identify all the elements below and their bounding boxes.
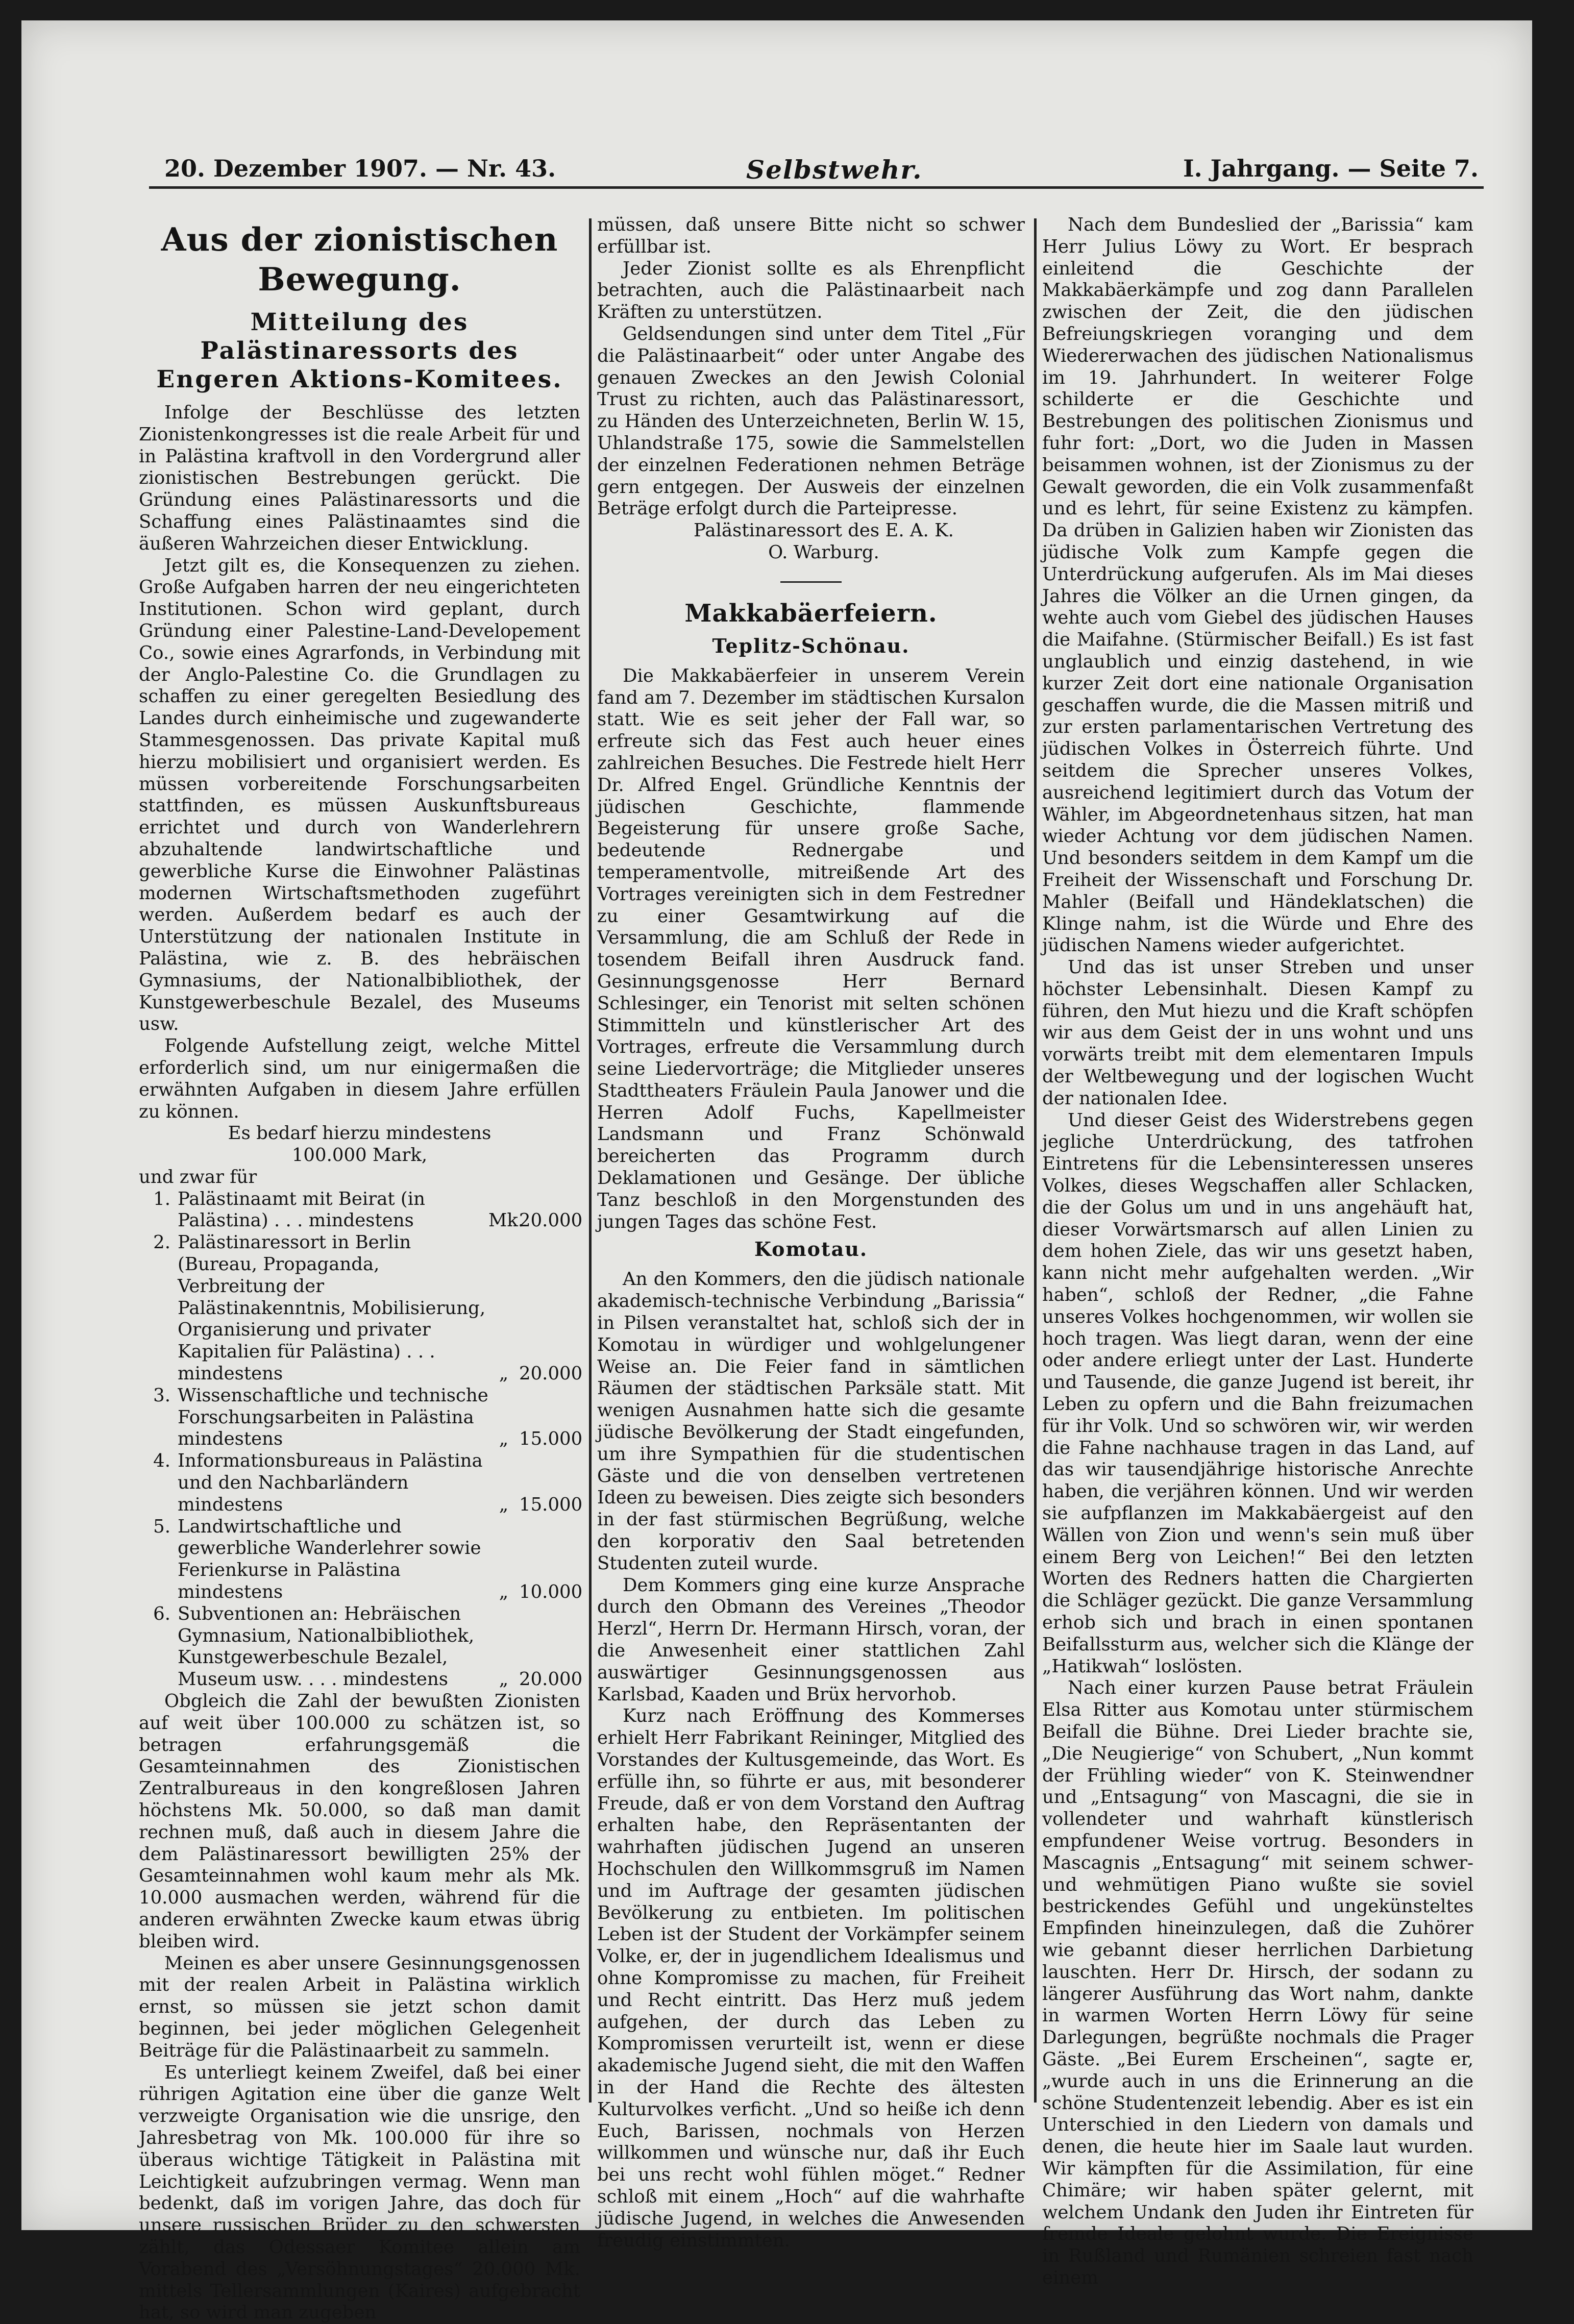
year-page-number: I. Jahrgang. — Seite 7. bbox=[1183, 155, 1479, 182]
article-title: Aus der zionistischen Bewegung. bbox=[161, 220, 558, 298]
budget-namely: und zwar für bbox=[139, 1166, 257, 1188]
signature-name: O. Warburg. bbox=[768, 541, 879, 563]
paragraph: Geldsendungen sind unter dem Titel „Für die Palästinaarbeit“ oder unter Angabe des genauen Zweckes an den Jewish Colonial Trust zu richten, auch das Palästinaressort, zu Händen des Unterzeichneten, Berlin W. 15, Uhlandstraße 175, sowie die Sammelstellen der einzelnen Federationen nehmen Beträge gern entgegen. Der Ausweis der einzelnen Beträge erfolgt durch die Parteipresse. bbox=[597, 323, 1025, 520]
budget-item-currency: Mk. bbox=[488, 1210, 524, 1231]
budget-item-text: Palästinaressort in Berlin (Bureau, Propaganda, Verbreitung der Palästinakenntnis, Mobilisierung, Organisierung und privater Kapitalien für Palästina) . . . mindestens bbox=[178, 1232, 486, 1384]
budget-item-amount: 10.000 bbox=[519, 1581, 583, 1603]
paragraph: Infolge der Beschlüsse des letzten Zionistenkongresses ist die reale Arbeit für und in Palästina kraftvoll in den Vordergrund aller zionistischen Bestrebungen gerückt. Die Gründung eines Palästinaressorts und die Schaffung eines Palästinaamtes sind die äußeren Wahrzeichen dieser Entwicklung. bbox=[139, 402, 580, 554]
paragraph: Es unterliegt keinem Zweifel, daß bei einer rührigen Agitation eine über die ganze Welt verzweigte Organisation wie die unsrige, den Jahresbetrag von Mk. 100.000 für ihre so überaus wichtige Tätigkeit in Palästina mit Leichtigkeit aufzubringen vermag. Wenn man bedenkt, daß im vorigen Jahre, das doch für unsere russischen Brüder zu den schwersten zählt, das Odessaer Komitee allein am Vorabend des „Versöhnungstages“ 20.000 Mk. mittels Tellersammlungen (Kaires) aufgebracht hat, so wird man zugeben bbox=[139, 2062, 580, 2323]
budget-item-currency: „ bbox=[499, 1581, 509, 1603]
budget-item-text: Palästinaamt mit Beirat (in Palästina) . . . mindestens bbox=[178, 1188, 425, 1231]
page-header bbox=[149, 145, 1484, 189]
column-3 bbox=[1042, 214, 1473, 2288]
budget-item-amount: 15.000 bbox=[519, 1428, 583, 1450]
column-2 bbox=[597, 214, 1025, 2251]
budget-item-amount: 15.000 bbox=[519, 1494, 583, 1515]
budget-item-number: 3. bbox=[153, 1384, 170, 1406]
budget-item-currency: „ bbox=[499, 1494, 509, 1515]
budget-item-amount: 20.000 bbox=[519, 1210, 583, 1231]
budget-item bbox=[139, 1384, 583, 1450]
budget-item-amount: 20.000 bbox=[519, 1363, 583, 1384]
budget-item bbox=[139, 1450, 583, 1516]
budget-item-currency: „ bbox=[499, 1363, 509, 1384]
paragraph: Jetzt gilt es, die Konsequenzen zu ziehen. Große Aufgaben harren der neu eingerichteten Institutionen. Schon wird geplant, durch Gründung einer Palestine-Land-Developement Co., sowie eines Agrarfonds, in Verbindung mit der Anglo-Palestine Co. die Grundlagen zu schaffen zu einer geregelten Besiedlung des Landes durch einheimische und zugewanderte Stammesgenossen. Das private Kapital muß hierzu mobilisiert und organisiert werden. Es müssen vorbereitende Forschungsarbeiten stattfinden, es müssen Auskunftsbureaus errichtet und durch von Wanderlehrern abzuhaltende landwirtschaftliche und gewerbliche Kurse die Einwohner Palästinas modernen Wirtschaftsmethoden zugeführt werden. Außerdem bedarf es auch der Unterstützung der nationalen Institute in Palästina, wie z. B. des hebräischen Gymnasiums, der Nationalbibliothek, der Kunstgewerbeschule Bezalel, des Museums usw. bbox=[139, 555, 580, 1035]
paragraph: Nach dem Bundeslied der „Barissia“ kam Herr Julius Löwy zu Wort. Er besprach einleitend die Geschichte der Makkabäerkämpfe und zog dann Parallelen zwischen der Zeit, die den jüdischen Befreiungskriegen voranging und dem Wiedererwachen des jüdischen Nationalismus im 19. Jahrhundert. In weiterer Folge schilderte er die Geschichte und Bestrebungen des politischen Zionismus und fuhr fort: „Dort, wo die Juden in Massen beisammen wohnen, ist der Zionismus zu der Gewalt geworden, die ein Volk zusammenfaßt und es lehrt, für seine Existenz zu kämpfen. Da drüben in Galizien haben wir Zionisten das jüdische Volk zum Kampfe gegen die Unterdrückung aufgerufen. Als im Mai dieses Jahres die Völker an die Urnen gingen, da wehte auch vom Giebel des jüdischen Hauses die Maifahne. (Stürmischer Beifall.) Es ist fast unglaublich und einzig dastehend, in wie kurzer Zeit dort eine nationale Organisation geschaffen wurde, die die Massen mitriß und zur ersten parlamentarischen Vertretung des jüdischen Volkes in Österreich führte. Und seitdem die Sprecher unseres Volkes, ausreichend legitimiert durch das Votum der Wähler, im Abgeordnetenhaus sitzen, hat man wieder Achtung vor dem jüdischen Namen. Und besonders seitdem in dem Kampf um die Freiheit der Wissenschaft und Forschung Dr. Mahler (Beifall und Händeklatschen) die Klinge nahm, ist die Würde und Ehre des jüdischen Namens wieder aufgerichtet. bbox=[1042, 214, 1473, 956]
budget-item-number: 5. bbox=[153, 1516, 170, 1537]
budget-item-number: 1. bbox=[153, 1188, 170, 1209]
budget-item bbox=[139, 1232, 583, 1385]
budget-list bbox=[139, 1188, 583, 1691]
section-heading: Teplitz-Schönau. bbox=[712, 634, 910, 657]
signature-office: Palästinaressort des E. A. K. bbox=[694, 520, 954, 541]
budget-item-text: Landwirtschaftliche und gewerbliche Wanderlehrer sowie Ferienkurse in Palästina mindestens bbox=[178, 1516, 481, 1603]
paragraph: Obgleich die Zahl der bewußten Zionisten auf weit über 100.000 zu schätzen ist, so betragen erfahrungsgemäß die Gesamteinnahmen des Zionistischen Zentralbureaus in den kongreßlosen Jahren höchstens Mk. 50.000, so daß man damit rechnen muß, daß auch in diesem Jahre die dem Palästinaressort bewilligten 25% der Gesamteinnahmen wohl kaum mehr als Mk. 10.000 ausmachen werden, während für die anderen erwähnten Zwecke kaum etwas übrig bleiben wird. bbox=[139, 1691, 580, 1952]
budget-item-text: Wissenschaftliche und technische Forschungsarbeiten in Palästina mindestens bbox=[178, 1384, 488, 1450]
column-1 bbox=[139, 214, 583, 2323]
section-divider bbox=[780, 581, 842, 583]
budget-item-amount: 20.000 bbox=[519, 1669, 583, 1690]
paragraph: Jeder Zionist sollte es als Ehrenpflicht betrachten, auch die Palästinaarbeit nach Kräften zu unterstützen. bbox=[597, 258, 1025, 323]
article-title: Makkabäerfeiern. bbox=[684, 599, 938, 628]
article-subtitle: Mitteilung des Palästinaressorts des Engeren Aktions-Komitees. bbox=[156, 308, 563, 393]
section-heading: Komotau. bbox=[754, 1238, 868, 1261]
masthead: Selbstwehr. bbox=[746, 155, 923, 185]
paragraph: müssen, daß unsere Bitte nicht so schwer erfüllbar ist. bbox=[597, 214, 1025, 257]
paragraph: Die Makkabäerfeier in unserem Verein fand am 7. Dezember im städtischen Kursalon statt. Wie es seit jeher der Fall war, so erfreute sich das Fest auch heuer eines zahlreichen Besuches. Die Festrede hielt Herr Dr. Alfred Engel. Gründliche Kenntnis der jüdischen Geschichte, flammende Begeisterung für unsere große Sache, bedeutende Rednergabe und temperamentvolle, mitreißende Art des Vortrages vereinigten sich in dem Festredner zu einer Gesamtwirkung auf die Versammlung, die am Schluß der Rede in tosendem Beifall ihren Ausdruck fand. Gesinnungsgenosse Herr Bernard Schlesinger, ein Tenorist mit selten schönen Stimmitteln und künstlerischer Art des Vortrages, erfreute die Versammlung durch seine Liedervorträge; die Mitglieder unseres Stadttheaters Fräulein Paula Janower und die Herren Adolf Fuchs, Kapellmeister Landsmann und Franz Schönwald bereicherten das Programm durch Deklamationen und Gesänge. Der übliche Tanz beschloß in den Morgenstunden des jungen Tages das schöne Fest. bbox=[597, 665, 1025, 1232]
budget-item bbox=[139, 1603, 583, 1691]
budget-item-text: Subventionen an: Hebräischen Gymnasium, Nationalbibliothek, Kunstgewerbeschule Bezalel, Museum usw. . . . mindestens bbox=[178, 1603, 475, 1690]
budget-total: 100.000 Mark, bbox=[291, 1145, 428, 1166]
column-rule bbox=[589, 218, 592, 2103]
budget-item-currency: „ bbox=[499, 1669, 509, 1690]
budget-item-currency: „ bbox=[499, 1428, 509, 1450]
budget-item-number: 6. bbox=[153, 1603, 170, 1624]
paragraph: Folgende Aufstellung zeigt, welche Mittel erforderlich sind, um nur einigermaßen die erwähnten Aufgaben in diesem Jahre erfüllen zu können. bbox=[139, 1035, 580, 1122]
paragraph: Meinen es aber unsere Gesinnungsgenossen mit der realen Arbeit in Palästina wirklich ernst, so müssen sie jetzt schon damit beginnen, bei jeder möglichen Gelegenheit Beiträge für die Palästinaarbeit zu sammeln. bbox=[139, 1952, 580, 2061]
budget-item-number: 2. bbox=[153, 1232, 170, 1253]
paragraph: Dem Kommers ging eine kurze Ansprache durch den Obmann des Vereines „Theodor Herzl“, Herrn Dr. Hermann Hirsch, voran, der die Anwesenheit einer stattlichen Zahl auswärtiger Gesinnungsgenossen aus Karlsbad, Kaaden und Brüx hervorhob. bbox=[597, 1574, 1025, 1705]
budget-item-text: Informationsbureaus in Palästina und den Nachbarländern mindestens bbox=[178, 1450, 483, 1515]
budget-intro: Es bedarf hierzu mindestens bbox=[228, 1123, 491, 1144]
paragraph: Kurz nach Eröffnung des Kommerses erhielt Herr Fabrikant Reininger, Mitglied des Vorstandes der Kultusgemeinde, das Wort. Es erfülle ihn, so führte er aus, mit besonderer Freude, daß er von dem Vorstand den Auftrag erhalten habe, den Repräsentanten der wahrhaften jüdischen Jugend an unseren Hochschulen den Willkommsgruß im Namen und im Auftrage der gesamten jüdischen Bevölkerung zu entbieten. Im politischen Leben ist der Student der Vorkämpfer seinem Volke, er, der in jugendlichem Idealismus und ohne Kompromisse zu machen, für Freiheit und Recht eintritt. Das Herz muß jedem aufgehen, der durch das Leben zu Kompromissen verurteilt ist, wenn er diese akademische Jugend sieht, die mit den Waffen in der Hand die Rechte des ältesten Kulturvolkes verficht. „Und so heiße ich denn Euch, Barissen, nochmals von Herzen willkommen und wünsche nur, daß ihr Euch bei uns recht wohl fühlen möget.“ Redner schloß mit einem „Hoch“ auf die wahrhafte jüdische Jugend, in welches die Anwesenden freudig einstimmten. bbox=[597, 1705, 1025, 2251]
paragraph: Und dieser Geist des Widerstrebens gegen jegliche Unterdrückung, des tatfrohen Eintretens für die Lebensinteressen unseres Volkes, dieses Wegschaffen aller Schlacken, die der Golus um und in uns angehäuft hat, dieser Vorwärtsmarsch auf allen Linien zu dem hohen Ziele, das wir uns gesetzt haben, kann nicht mehr aufgehalten werden. „Wir haben“, schloß der Redner, „die Fahne unseres Volkes hochgenommen, wir wollen sie hoch tragen. Was liegt daran, wenn der eine oder andere erliegt unter der Last. Hunderte und Tausende, die ganze Jugend ist bereit, ihr Leben zu opfern und die Bahn freizumachen für ihr Volk. Und so schwören wir, wir werden die Fahne nachhause tragen in das Land, auf das wir tausendjährige historische Anrechte haben, die verjähren können. Und wir werden sie aufpflanzen im Makkabäergeist auf den Wällen von Zion und wenn's sein muß über einem Berg von Leichen!“ Bei den letzten Worten des Redners hatten die Chargierten die Schläger gezückt. Die ganze Versammlung erhob sich und brach in einen spontanen Beifallssturm aus, welcher sich die Klänge der „Hatikwah“ loslösten. bbox=[1042, 1109, 1473, 1677]
issue-date: 20. Dezember 1907. — Nr. 43. bbox=[164, 155, 556, 182]
newspaper-page bbox=[21, 20, 1532, 2323]
budget-item-number: 4. bbox=[153, 1450, 170, 1472]
column-rule bbox=[1034, 218, 1037, 2103]
budget-item bbox=[139, 1516, 583, 1603]
paragraph: Und das ist unser Streben und unser höchster Lebensinhalt. Diesen Kampf zu führen, den Mut hiezu und die Kraft schöpfen wir aus dem Geist der in uns wohnt und uns vorwärts treibt mit dem elementaren Impuls der Weltbewegung und der logischen Wucht der nationalen Idee. bbox=[1042, 957, 1473, 1109]
paragraph: Nach einer kurzen Pause betrat Fräulein Elsa Ritter aus Komotau unter stürmischem Beifall die Bühne. Drei Lieder brachte sie, „Die Neugierige“ von Schubert, „Nun kommt der Frühling wieder“ von K. Steinwendner und „Entsagung“ von Mascagni, die sie in vollendeter und wahrhaft künstlerisch empfundener Weise vortrug. Besonders in Mascagnis „Entsagung“ mit seinem schwer- und wehmütigen Piano wußte sie soviel bestrickendes Gefühl und ungekünsteltes Empfinden hineinzulegen, daß die Zuhörer wie gebannt dieser herrlichen Darbietung lauschten. Herr Dr. Hirsch, der sodann zu längerer Ausführung das Wort nahm, dankte in warmen Worten Herrn Löwy für seine Darlegungen, begrüßte nochmals die Prager Gäste. „Bei Eurem Erscheinen“, sagte er, „wurde auch in uns die Erinnerung an die schöne Studentenzeit lebendig. Aber es ist ein Unterschied in den Liedern von damals und denen, die heute hier im Saale laut wurden. Wir kämpften für die Assimilation, für eine Chimäre; wir haben später gelernt, mit welchem Undank den Juden ihr Eintreten für fremde Ideale gelohnt wurde. Die Ereignisse in Rußland und Rumänien schreien fast nach einem bbox=[1042, 1677, 1473, 2288]
budget-item bbox=[139, 1188, 583, 1232]
paragraph: An den Kommers, den die jüdisch nationale akademisch-technische Verbindung „Barissia“ in Pilsen veranstaltet hat, schloß sich der in Komotau in würdiger und wohlgelungener Weise an. Die Feier fand in sämtlichen Räumen der städtischen Parksäle statt. Mit wenigen Ausnahmen hatte sich die gesamte jüdische Bevölkerung der Stadt eingefunden, um ihre Sympathien für die studentischen Gäste und die von denselben vertretenen Ideen zu beweisen. Dies zeigte sich besonders in der fast stürmischen Begrüßung, welche den korporativ den Saal betretenden Studenten zuteil wurde. bbox=[597, 1269, 1025, 1574]
